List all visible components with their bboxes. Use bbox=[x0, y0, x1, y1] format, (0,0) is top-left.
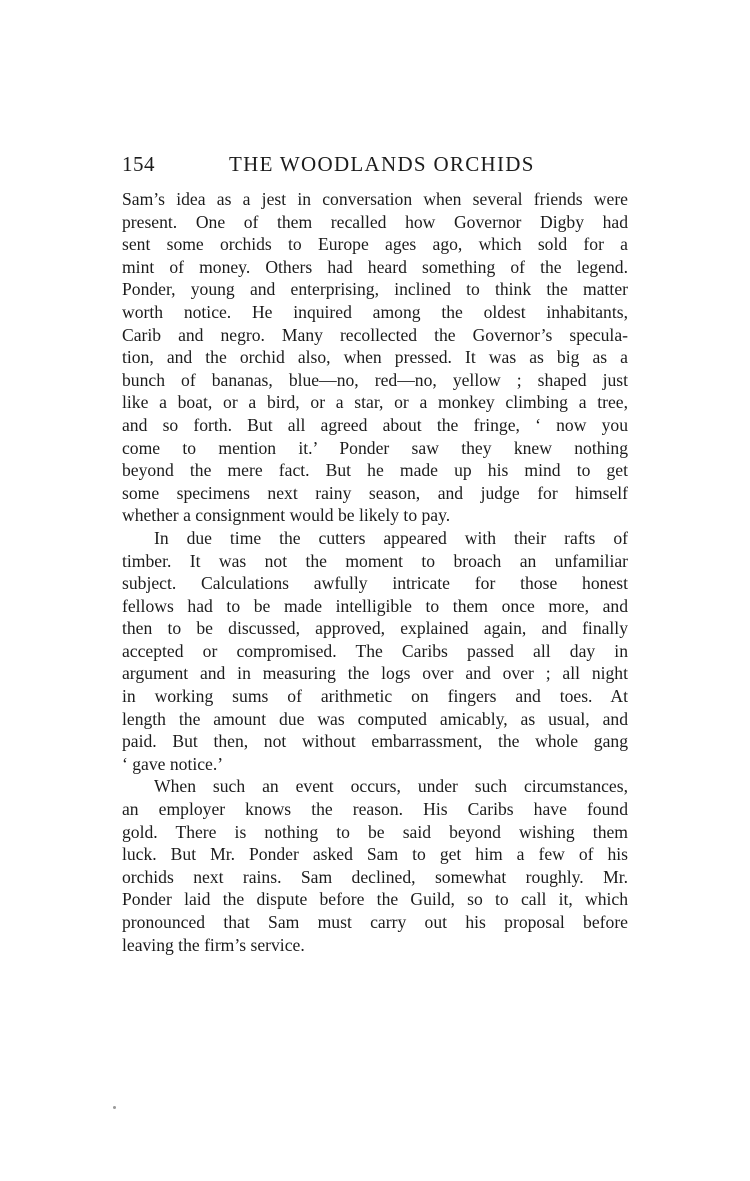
text-line: subject. Calculations awfully intricate for those honest bbox=[122, 573, 628, 594]
text-line: tion, and the orchid also, when pressed. It was as big as a bbox=[122, 347, 628, 368]
text-line: Ponder, young and enterprising, inclined to think the matter bbox=[122, 279, 628, 300]
text-line: gold. There is nothing to be said beyond wishing them bbox=[122, 821, 628, 842]
text-line: sent some orchids to Europe ages ago, which sold for a bbox=[122, 234, 628, 255]
text-line: leaving the firm’s service. bbox=[122, 934, 305, 955]
running-head bbox=[122, 152, 628, 182]
text-line: fellows had to be made intelligible to them once more, and bbox=[122, 595, 628, 616]
text-line: timber. It was not the moment to broach an unfamiliar bbox=[122, 550, 628, 571]
text-line: and so forth. But all agreed about the fringe, ‘ now you bbox=[122, 414, 628, 435]
text-line: paid. But then, not without embarrassment, the whole gang bbox=[122, 731, 628, 752]
paper-speck bbox=[113, 1106, 116, 1109]
text-line: like a boat, or a bird, or a star, or a monkey climbing a tree, bbox=[122, 392, 628, 413]
text-line: present. One of them recalled how Governor Digby had bbox=[122, 211, 628, 232]
text-line: In due time the cutters appeared with their rafts of bbox=[154, 527, 628, 548]
paragraph-1 bbox=[122, 188, 628, 527]
text-line: When such an event occurs, under such circumstances, bbox=[154, 776, 628, 797]
text-line: ‘ gave notice.’ bbox=[122, 753, 224, 774]
paragraph-2 bbox=[122, 527, 628, 776]
text-line: beyond the mere fact. But he made up his mind to get bbox=[122, 460, 628, 481]
text-line: Sam’s idea as a jest in conversation when several friends were bbox=[122, 189, 628, 209]
text-line: orchids next rains. Sam declined, somewhat roughly. Mr. bbox=[122, 866, 628, 887]
text-line: Carib and negro. Many recollected the Governor’s specula- bbox=[122, 324, 628, 345]
text-line: mint of money. Others had heard something of the legend. bbox=[122, 256, 628, 277]
text-line: luck. But Mr. Ponder asked Sam to get him a few of his bbox=[122, 844, 628, 865]
text-line: come to mention it.’ Ponder saw they knew nothing bbox=[122, 437, 628, 458]
text-line: worth notice. He inquired among the oldest inhabitants, bbox=[122, 301, 628, 322]
running-head-title: THE WOODLANDS ORCHIDS bbox=[229, 152, 535, 176]
text-line: an employer knows the reason. His Caribs have found bbox=[122, 799, 628, 820]
text-line: length the amount due was computed amicably, as usual, and bbox=[122, 708, 628, 729]
paragraph-3 bbox=[122, 775, 628, 956]
body-text bbox=[122, 188, 628, 956]
text-line: accepted or compromised. The Caribs passed all day in bbox=[122, 640, 628, 661]
page-number: 154 bbox=[122, 152, 155, 176]
text-line: in working sums of arithmetic on fingers and toes. At bbox=[122, 686, 628, 707]
text-line: pronounced that Sam must carry out his proposal before bbox=[122, 912, 628, 932]
text-line: then to be discussed, approved, explained again, and finally bbox=[122, 618, 628, 639]
text-line: bunch of bananas, blue—no, red—no, yellow ; shaped just bbox=[122, 369, 628, 390]
text-line: whether a consignment would be likely to pay. bbox=[122, 505, 451, 526]
text-line: some specimens next rainy season, and judge for himself bbox=[122, 482, 628, 503]
text-line: Ponder laid the dispute before the Guild, so to call it, which bbox=[122, 889, 628, 910]
text-line: argument and in measuring the logs over and over ; all night bbox=[122, 663, 628, 684]
